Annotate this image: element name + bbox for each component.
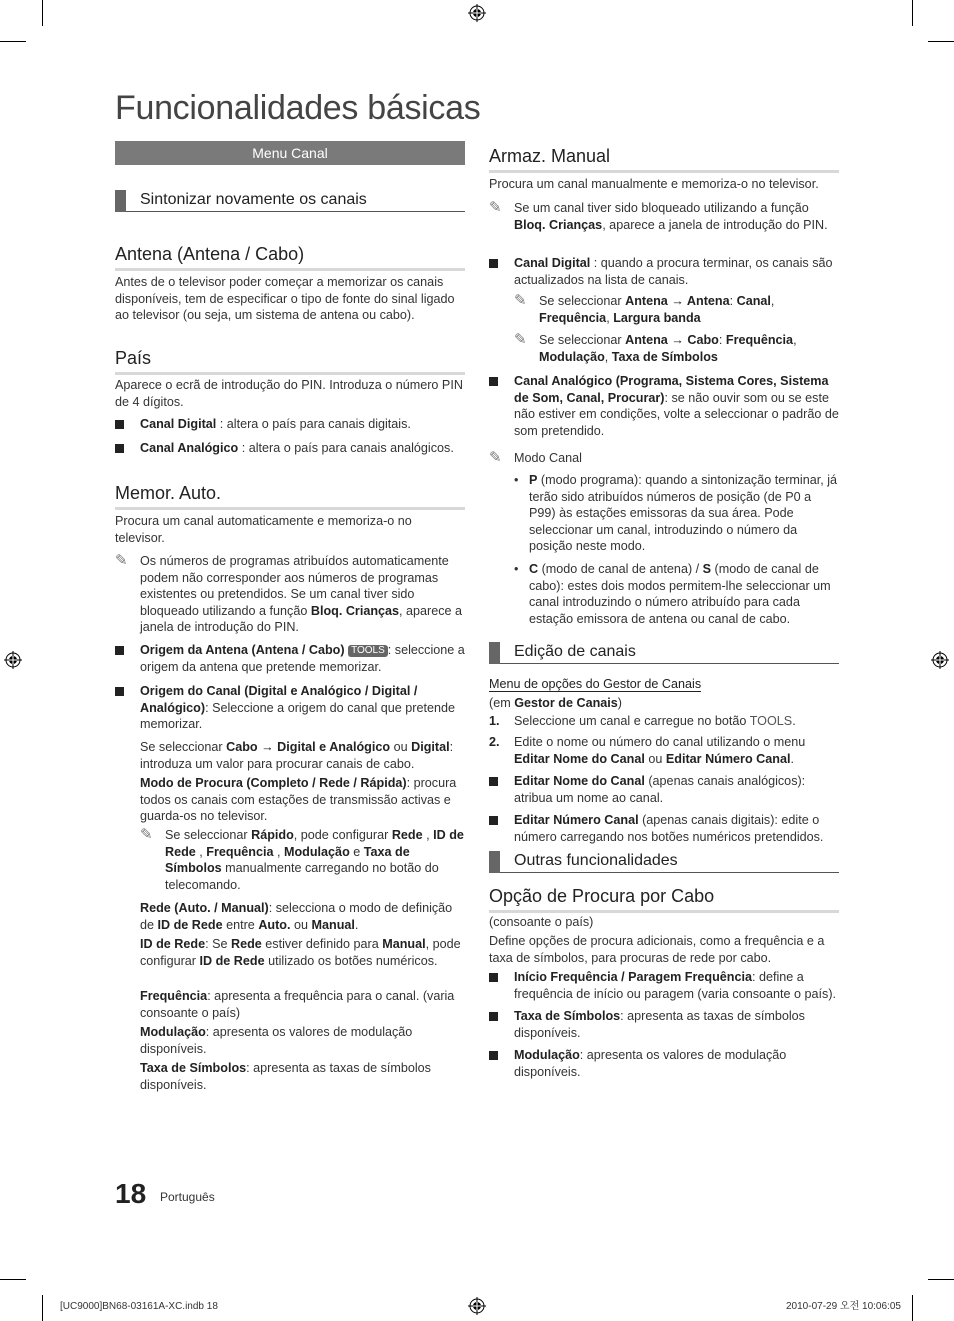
list-item: Editar Número Canal (apenas canais digitais): edite o número carregando nos botões numéricos pretendidos. <box>489 812 839 845</box>
square-bullet-icon <box>115 646 124 655</box>
tools-button-icon: TOOLS <box>348 645 388 657</box>
crop-mark <box>42 0 43 26</box>
section-armaz-manual: Armaz. Manual <box>489 145 839 173</box>
section-antena: Antena (Antena / Cabo) <box>115 243 465 271</box>
pencil-note-icon: ✎ <box>514 292 527 309</box>
gestor-menu-link-row <box>489 676 839 693</box>
armaz-body: Procura um canal manualmente e memoriza-o no televisor. <box>489 177 819 191</box>
menu-canal-bar: Menu Canal <box>115 141 465 165</box>
crop-mark <box>0 1279 26 1280</box>
memor-p1: Se seleccionar Cabo → Digital e Analógico ou Digital: introduza um valor para procurar canais de cabo. <box>140 740 454 771</box>
note: ✎ Se seleccionar Rápido, pode configurar Rede , ID de Rede , Frequência , Modulação e Taxa de Símbolos manualmente carregando no botão do telecomando. <box>140 826 464 892</box>
registration-mark-icon <box>468 4 486 22</box>
subhead-label: Outras funcionalidades <box>514 852 678 869</box>
registration-mark-icon <box>468 1297 486 1315</box>
em-gestor: (em Gestor de Canais) <box>489 696 622 710</box>
square-bullet-icon <box>115 687 124 696</box>
list-item: Canal Analógico (Programa, Sistema Cores, Sistema de Som, Canal, Procurar): se não ouvir som ou se este não estiver em condições, volte a seleccionar o padrão de som pretendido. <box>489 373 839 439</box>
note: ✎ Modo Canal <box>489 449 582 466</box>
outras-p1: (consoante o país) <box>489 915 594 929</box>
section-opcao-procura: Opção de Procura por Cabo <box>489 885 839 913</box>
square-bullet-icon <box>489 973 498 982</box>
list-item: Canal Digital : altera o país para canais digitais. <box>115 416 467 433</box>
crop-mark <box>912 0 913 26</box>
list-item: • P (modo programa): quando a sintonização terminar, já terão sido atribuídos números de posição (de P0 a P99) às estações emissoras da sua área. Pode seleccionar um canal, introduzindo o número da posição neste modo. <box>514 473 838 553</box>
note: ✎ Se seleccionar Antena → Antena: Canal, Frequência, Largura banda <box>514 292 775 325</box>
pais-body: Aparece o ecrã de introdução do PIN. Introduza o número PIN de 4 dígitos. <box>115 378 463 409</box>
section-pais: País <box>115 347 465 375</box>
square-bullet-icon <box>115 420 124 429</box>
crop-mark <box>928 41 954 42</box>
list-item: Origem do Canal (Digital e Analógico / Digital / Analógico): Seleccione a origem do canal que pretende memorizar. <box>115 683 467 733</box>
memor-p2: Modo de Procura (Completo / Rede / Rápida): procura todos os canais com estações de transmissão activas e guarda-os no televisor. <box>140 776 457 823</box>
square-bullet-icon <box>489 259 498 268</box>
square-bullet-icon <box>489 1012 498 1021</box>
crop-mark <box>912 1295 913 1321</box>
list-item: • C (modo de canal de antena) / S (modo de canal de cabo): estes dois modos permitem-lhe seleccionar um canal introduzindo o número atribuído para cada estação emissora de antena ou canal de cabo. <box>514 562 831 626</box>
page-number: 18 <box>115 1178 147 1209</box>
list-item: 1. Seleccione um canal e carregue no botão TOOLS. <box>489 714 796 728</box>
note: ✎ Os números de programas atribuídos automaticamente podem não corresponder aos números de programas existentes ou pretendidos. Se um canal tiver sido bloqueado utilizando a função Bloq. Crianças, aparece a janela de introdução do PIN. <box>115 552 463 634</box>
subhead-edicao <box>489 642 839 664</box>
memor-p6: Modulação: apresenta os valores de modulação disponíveis. <box>140 1025 413 1056</box>
list-item: 2. Edite o nome ou número do canal utilizando o menu Editar Nome do Canal ou Editar Número Canal. <box>489 735 806 766</box>
subhead-label: Sintonizar novamente os canais <box>140 191 367 208</box>
crop-mark <box>928 1279 954 1280</box>
registration-mark-icon <box>4 651 22 669</box>
page-language: Português <box>160 1190 215 1204</box>
square-bullet-icon <box>489 816 498 825</box>
square-bullet-icon <box>489 1051 498 1060</box>
pencil-note-icon: ✎ <box>115 552 128 569</box>
subhead-outras <box>489 851 839 873</box>
outras-p2: Define opções de procura adicionais, como a frequência e a taxa de símbolos, para procuras de rede por cabo. <box>489 934 825 965</box>
list-item: Canal Digital : quando a procura terminar, os canais são actualizados na lista de canais. <box>489 255 839 288</box>
registration-mark-icon <box>931 651 949 669</box>
list-item: Origem da Antena (Antena / Cabo) TOOLS : seleccione a origem da antena que pretende memorizar. <box>115 642 467 675</box>
list-item: Canal Analógico : altera o país para canais analógicos. <box>115 440 467 457</box>
list-item: Modulação: apresenta os valores de modulação disponíveis. <box>489 1047 841 1080</box>
crop-mark <box>42 1295 43 1321</box>
pencil-note-icon: ✎ <box>514 331 527 348</box>
gestor-menu-link: Menu de opções do Gestor de Canais <box>489 677 702 691</box>
list-item: Início Frequência / Paragem Frequência: define a frequência de início ou paragem (varia consoante o país). <box>489 969 841 1002</box>
memor-p4: ID de Rede: Se Rede estiver definido para Manual, pode configurar ID de Rede utilizado os botões numéricos. <box>140 937 461 968</box>
square-bullet-icon <box>489 777 498 786</box>
memor-p5: Frequência: apresenta a frequência para o canal. (varia consoante o país) <box>140 989 455 1020</box>
list-item: Taxa de Símbolos: apresenta as taxas de símbolos disponíveis. <box>489 1008 841 1041</box>
section-memor-auto: Memor. Auto. <box>115 482 465 510</box>
note: ✎ Se um canal tiver sido bloqueado utilizando a função Bloq. Crianças, aparece a janela de introdução do PIN. <box>489 199 828 232</box>
crop-mark <box>0 41 26 42</box>
page-title: Funcionalidades básicas <box>115 89 481 127</box>
footer-timestamp: 2010-07-29 오전 10:06:05 <box>786 1301 901 1312</box>
memor-body: Procura um canal automaticamente e memoriza-o no televisor. <box>115 514 412 545</box>
memor-p7: Taxa de Símbolos: apresenta as taxas de símbolos disponíveis. <box>140 1061 431 1092</box>
subhead-sintonizar <box>115 190 465 212</box>
memor-p3: Rede (Auto. / Manual): selecciona o modo de definição de ID de Rede entre Auto. ou Manual. <box>140 901 453 932</box>
pencil-note-icon: ✎ <box>140 826 153 843</box>
note: ✎ Se seleccionar Antena → Cabo: Frequência, Modulação, Taxa de Símbolos <box>514 331 797 364</box>
square-bullet-icon <box>489 377 498 386</box>
antena-body: Antes de o televisor poder começar a memorizar os canais disponíveis, tem de especificar o tipo de fonte do sinal ligado ao televisor (ou seja, um sistema de antena ou cabo). <box>115 275 455 322</box>
square-bullet-icon <box>115 444 124 453</box>
footer-file-info: [UC9000]BN68-03161A-XC.indb 18 <box>60 1301 218 1312</box>
list-item: Editar Nome do Canal (apenas canais analógicos): atribua um nome ao canal. <box>489 773 839 806</box>
dot-bullet-icon: • <box>514 562 519 576</box>
dot-bullet-icon: • <box>514 473 519 487</box>
pencil-note-icon: ✎ <box>489 449 502 466</box>
subhead-label: Edição de canais <box>514 643 636 660</box>
pencil-note-icon: ✎ <box>489 199 502 216</box>
